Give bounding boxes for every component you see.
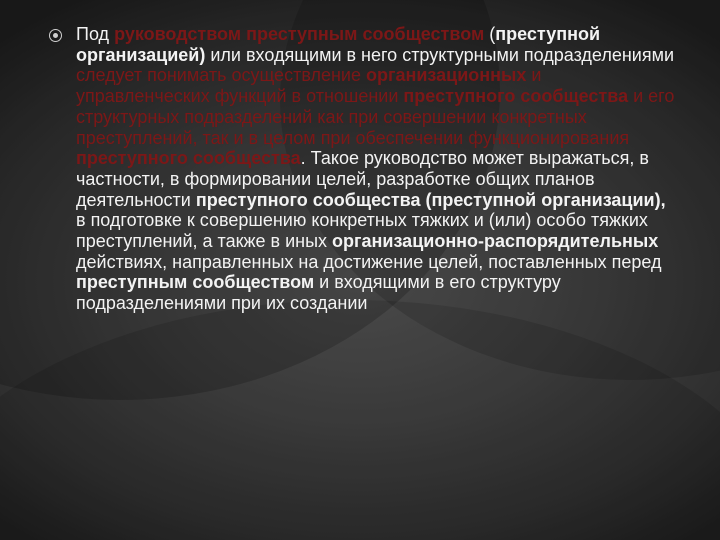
highlighted-text: следует понимать осуществление bbox=[76, 65, 366, 86]
highlighted-term: преступного сообщества bbox=[403, 86, 629, 107]
highlighted-text: и его структурных подразделений как при совершении конкретных преступлений, так и в целом при обеспечении функционирования bbox=[76, 86, 675, 148]
background-shape bbox=[0, 300, 720, 540]
text-run: Под bbox=[76, 24, 115, 44]
highlighted-term: руководством преступным сообществом bbox=[114, 24, 485, 44]
text-run: в подготовке к совершению конкретных тяжких и (или) особо тяжких преступлений, а также в иных bbox=[76, 210, 648, 252]
text-run: или входящими в него структурными подразделениями bbox=[205, 44, 675, 65]
highlighted-text: и управленческих функций в отношении bbox=[76, 65, 542, 107]
text-run: . Такое руководство может выражаться, в частности, в формировании целей, разработке общих планов деятельности bbox=[76, 148, 649, 210]
text-run: и входящими в его структуру подразделениями при их создании bbox=[76, 272, 561, 314]
bold-term: преступной организацией) bbox=[76, 24, 601, 65]
bold-term: преступного сообщества (преступной организации), bbox=[195, 189, 666, 210]
bold-term: организационно-распорядительных bbox=[332, 231, 659, 252]
text-run: ( bbox=[484, 24, 496, 44]
bullet-paragraph bbox=[76, 24, 676, 314]
highlighted-term: преступного сообщества bbox=[76, 148, 301, 169]
circle-bullet-icon bbox=[49, 29, 62, 42]
highlighted-term: организационных bbox=[366, 65, 527, 86]
text-run: действиях, направленных на достижение целей, поставленных перед bbox=[76, 251, 662, 272]
bold-term: преступным сообществом bbox=[76, 272, 315, 293]
